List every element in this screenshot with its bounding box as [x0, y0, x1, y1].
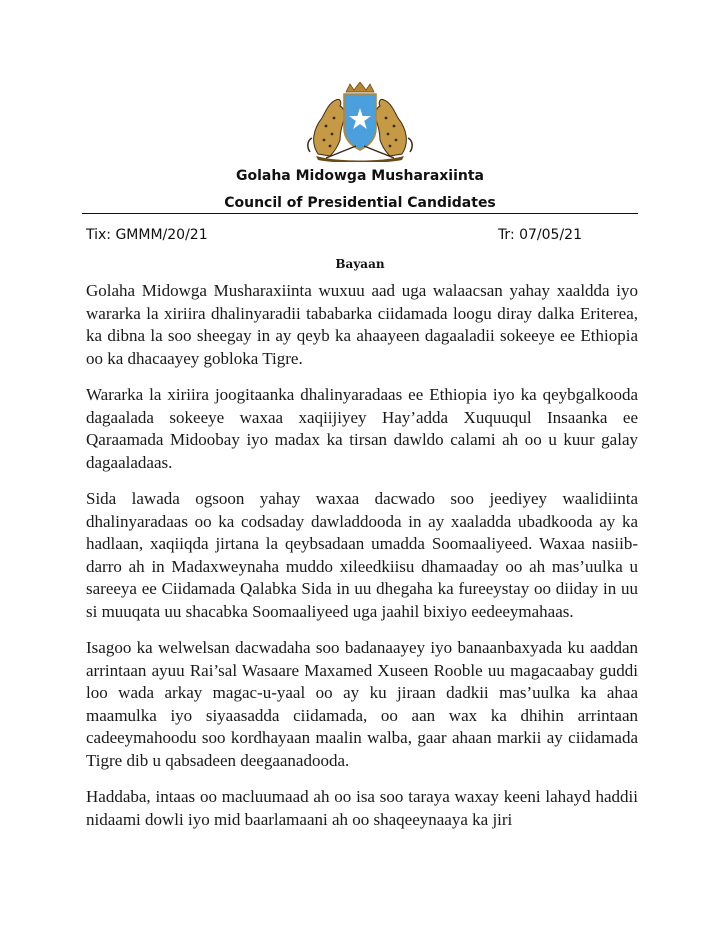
crown-icon: [346, 82, 374, 92]
paragraph: Haddaba, intaas oo macluumaad ah oo isa soo taraya waxay keeni lahayd haddii nidaami dowli iyo mid baarlamaani ah oo shaqeeynaaya ka jiri: [86, 787, 638, 829]
header-divider: [82, 213, 638, 214]
right-leopard-icon: [375, 99, 412, 156]
statement-body: [86, 280, 638, 845]
left-leopard-icon: [308, 99, 345, 156]
paragraph: Golaha Midowga Musharaxiinta wuxuu aad uga walaacsan yahay xaaldda iyo wararka la xiriira dhalinyaradii tababarka ciidamada loogu diray dalka Eriterea, ka dibna la soo sheegay in ay qeyb ka ahaayeen dagaaladii sokeeye ee Ethiopia oo ka dhacaayey gobloka Tigre.: [86, 281, 638, 368]
paragraph: Isagoo ka welwelsan dacwadaha soo badanaayey iyo banaanbaxyada ku aaddan arrintaan ayuu Rai’sal Wasaare Maxamed Xuseen Rooble uu magacaabay guddi loo wada arkay magac-u-yaal oo ay ku jiraan dadkii mas’uulka ka ahaa maamulka iyo siyaasadda ciidamada, oo aan wax ka dhihin arrintaan cadeeymahoodu soo kordhayaan maalin walba, gaar ahaan markii ay ciidamada Tigre dib u qabsadeen deegaanadooda.: [86, 638, 638, 770]
document-date: Tr: 07/05/21: [497, 227, 582, 243]
paragraph: Sida lawada ogsoon yahay waxaa dacwado soo jeediyey waalidiinta dhalinyaradaas oo ka codsaday dawladdooda in ay xaaladda ubadkooda ay ka hadlaan, xaqiiqda jirtana la qeybsadaan umadda Soomaaliyeed. Waxaa nasiib-darro ah in Madaxweynaha muddo xileedkiisu dhamaaday oo ah mas’uulka u sareeya ee Ciidamada Qalabka Sida in uu dhegaha ka fureeystay oo diiday in uu si muuqata uu shacabka Soomaaliyeed uga jaahil bixiyo eedeeymahaas.: [86, 489, 638, 621]
organization-name-english: Council of Presidential Candidates: [224, 195, 496, 211]
shield-icon: [344, 94, 376, 150]
paragraph: Wararka la xiriira joogitaanka dhalinyaradaas ee Ethiopia iyo ka qeybgalkooda dagaalada sokeeye waxaa xaqiijiyey Hay’adda Xuquuqul Insaanka ee Qaraamada Midoobay iyo madax ka tirsan dawldo calami ah oo u kuur galay dagaaladaas.: [86, 385, 638, 472]
organization-name-somali: Golaha Midowga Musharaxiinta: [235, 168, 485, 184]
document-title: Bayaan: [335, 257, 385, 271]
coat-of-arms-emblem: [296, 82, 424, 162]
reference-number: Tix: GMMM/20/21: [86, 227, 208, 243]
